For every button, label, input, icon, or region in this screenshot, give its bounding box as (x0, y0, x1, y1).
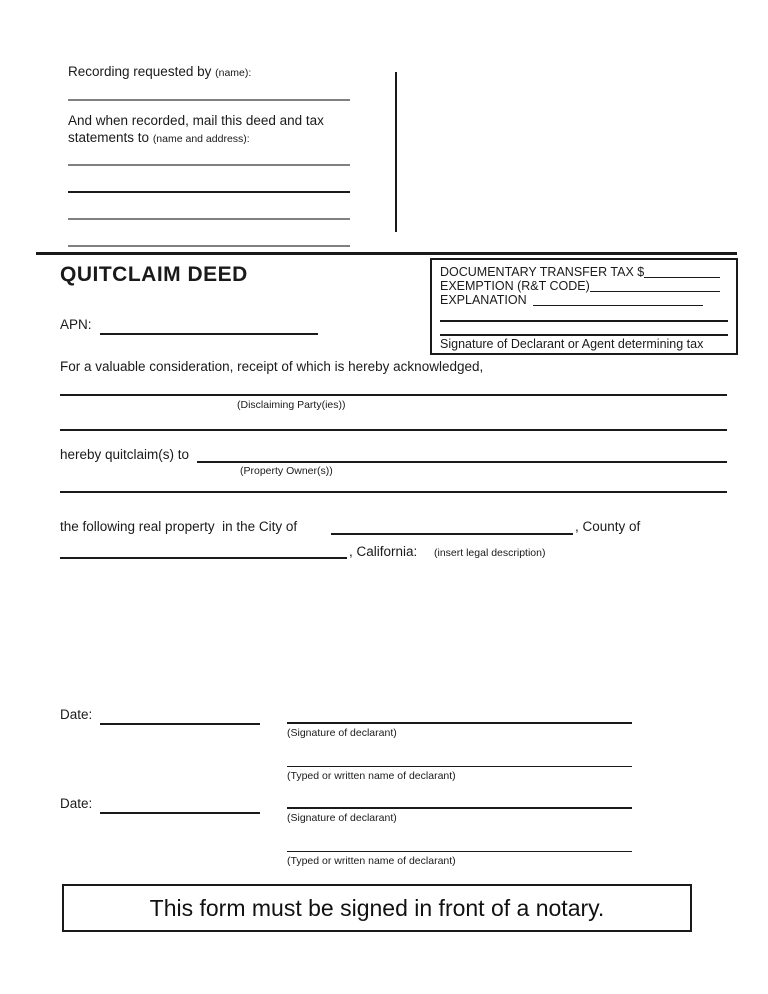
recording-requested-fill-line[interactable] (68, 99, 350, 101)
date-label-2: Date: (60, 796, 93, 811)
apn-fill-line[interactable] (100, 333, 318, 335)
declarant-signature-line[interactable] (440, 334, 728, 336)
page-title: QUITCLAIM DEED (60, 263, 248, 286)
mail-address-fill-line-4[interactable] (68, 245, 350, 247)
consideration-text: For a valuable consideration, receipt of which is hereby acknowledged, (60, 359, 484, 374)
signature-fill-line-2[interactable] (287, 807, 632, 809)
header-vertical-divider (395, 72, 397, 232)
mail-to-text: statements to (68, 130, 150, 145)
notary-notice-box (62, 884, 692, 932)
explanation-row (440, 293, 720, 308)
california-suffix-text: , California: (349, 544, 418, 559)
disclaiming-party-fill-line-2[interactable] (60, 429, 727, 431)
date-label-1: Date: (60, 707, 93, 722)
disclaiming-party-caption: (Disclaiming Party(ies)) (237, 399, 346, 411)
transfer-tax-label: DOCUMENTARY TRANSFER TAX $ (440, 265, 645, 279)
legal-description-hint: (insert legal description) (434, 547, 546, 559)
mail-address-fill-line-2[interactable] (68, 191, 350, 193)
property-owner-caption: (Property Owner(s)) (240, 465, 333, 477)
mail-to-label-line1: And when recorded, mail this deed and tax (68, 113, 324, 128)
mail-address-fill-line-3[interactable] (68, 218, 350, 220)
explanation-label: EXPLANATION (440, 293, 527, 307)
documentary-transfer-tax-box (430, 258, 738, 355)
signature-caption-2: (Signature of declarant) (287, 812, 397, 824)
date-fill-line-1[interactable] (100, 723, 260, 725)
quitclaim-label: hereby quitclaim(s) to (60, 447, 190, 462)
city-fill-line[interactable] (331, 533, 573, 535)
recording-requested-text: Recording requested by (68, 64, 212, 79)
typed-name-caption-2: (Typed or written name of declarant) (287, 855, 456, 867)
exemption-fill-line[interactable] (590, 291, 720, 293)
property-owner-fill-line-2[interactable] (60, 491, 727, 493)
property-city-text: the following real property in the City of (60, 519, 298, 534)
header-separator-rule (36, 252, 737, 255)
property-owner-fill-line[interactable] (197, 461, 727, 463)
signature-fill-line-1[interactable] (287, 722, 632, 724)
exemption-label: EXEMPTION (R&T CODE) (440, 279, 590, 293)
mail-to-hint: (name and address): (152, 133, 250, 145)
tax-box-fill-line-1[interactable] (440, 320, 728, 322)
typed-name-fill-line-1[interactable] (287, 766, 632, 767)
transfer-tax-row (440, 265, 730, 280)
transfer-tax-fill-line[interactable] (644, 277, 720, 279)
county-fill-line[interactable] (60, 557, 347, 559)
exemption-row (440, 279, 732, 294)
mail-to-label-line2 (68, 130, 250, 147)
disclaiming-party-fill-line[interactable] (60, 394, 727, 396)
signature-caption-1: (Signature of declarant) (287, 727, 397, 739)
typed-name-caption-1: (Typed or written name of declarant) (287, 770, 456, 782)
recording-requested-hint: (name): (215, 67, 252, 79)
date-fill-line-2[interactable] (100, 812, 260, 814)
apn-label: APN: (60, 317, 92, 332)
declarant-signature-caption: Signature of Declarant or Agent determining tax (440, 337, 704, 351)
notary-notice-text: This form must be signed in front of a notary. (149, 894, 605, 921)
recording-requested-label (68, 64, 251, 81)
mail-address-fill-line-1[interactable] (68, 164, 350, 166)
county-suffix-text: , County of (575, 519, 641, 534)
typed-name-fill-line-2[interactable] (287, 851, 632, 852)
explanation-fill-line[interactable] (533, 305, 703, 307)
